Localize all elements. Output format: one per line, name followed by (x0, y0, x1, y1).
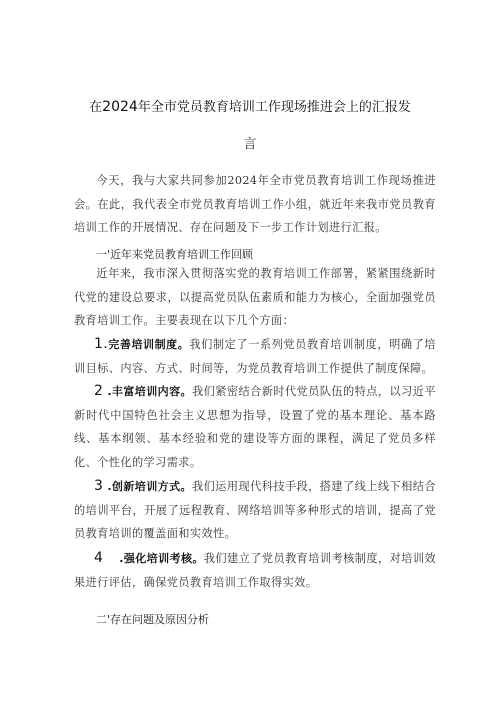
list-item (74, 380, 436, 474)
item-heading: .丰富培训内容。 (107, 385, 192, 398)
document-title-line2: 言 (243, 137, 257, 152)
list-item (74, 333, 436, 380)
title-suffix: 年全市党员教育培训工作现场推进会上的汇报发 (137, 100, 411, 115)
item-number: 2 (94, 383, 104, 399)
intro-paragraph: 今天，我与大家共同参加2024年全市党员教育培训工作现场推进会。在此，我代表全市党员教育培训工作小组，就近年来我市党员教育培训工作的开展情况、存在问题及下一步工作计划进行汇报。 (74, 174, 436, 234)
item-heading: 完善培训制度。 (108, 338, 190, 351)
section1-heading: 一'近年来党员教育培训工作回顾 (96, 248, 254, 261)
item-number: 4 (94, 550, 104, 566)
item-heading: .强化培训考核。 (119, 552, 204, 565)
item-number: 3 (94, 478, 104, 494)
item-text: 我们紧密结合新时代党员队伍的特点，以习近平新时代中国特色社会主义思想为指导，设置了党的基本理论、基本路线、基本纲领、基本经验和党的建设等方面的课程，满足了党员多样化、个性化的学习需求。 (74, 385, 436, 469)
section1-paragraph: 近年来，我市深入贯彻落实党的教育培训工作部署，紧紧围绕新时代党的建设总要求，以提高党员队伍素质和能力为核心，全面加强党员教育培训工作。主要表现在以下几个方面： (74, 267, 436, 327)
title-prefix: 在 (89, 100, 103, 115)
list-item (74, 475, 436, 546)
item-text: 我们制定了一系列党员教育培训制度，明确了培训目标、内容、方式、时间等，为党员教育培训工作提供了制度保障。 (74, 338, 436, 375)
item-text: 我们建立了党员教育培训考核制度，对培训效果进行评估，确保党员教育培训工作取得实效。 (74, 552, 436, 589)
item-heading: .创新培训方式。 (107, 480, 192, 493)
title-year: 2024 (102, 99, 138, 115)
item-number: 1. (94, 336, 109, 352)
section2-heading: 二'存在问题及原因分析 (96, 613, 210, 626)
item-text: 我们运用现代科技手段，搭建了线上线下相结合的培训平台，开展了远程教育、网络培训等多种形式的培训，提高了党员教育培训的覆盖面和实效性。 (74, 480, 436, 540)
list-item (74, 547, 436, 594)
document-title (60, 96, 440, 115)
